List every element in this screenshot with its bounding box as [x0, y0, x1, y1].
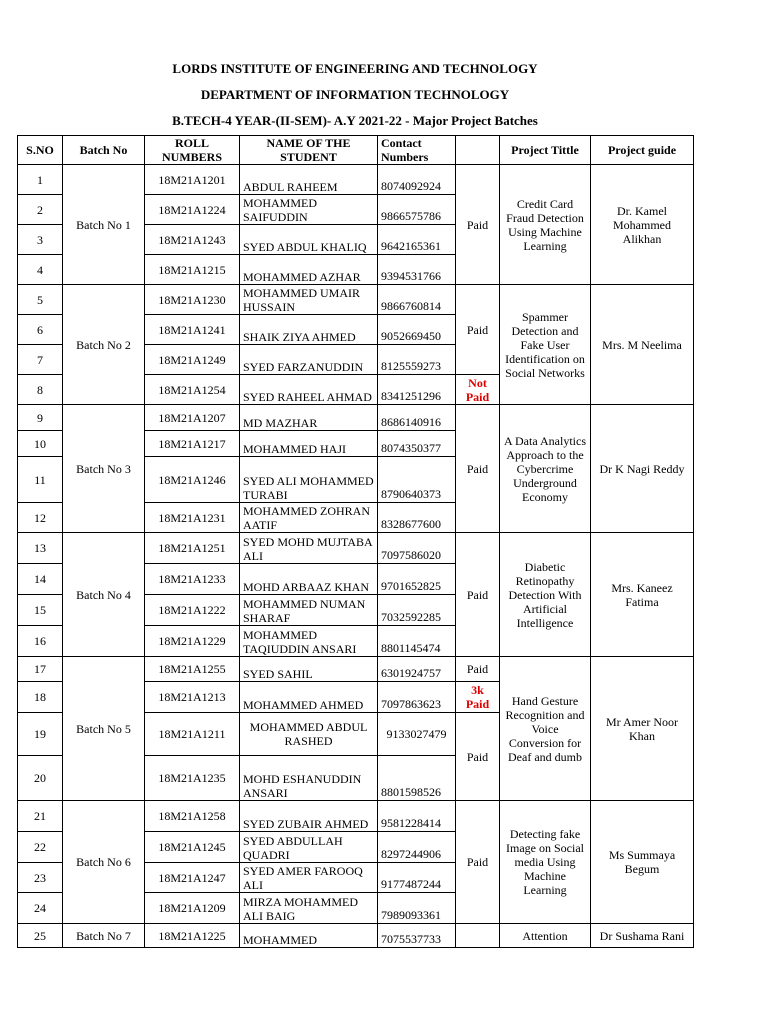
roll-cell: 18M21A1246 — [145, 457, 240, 503]
sno-cell: 6 — [18, 315, 63, 345]
project-title-cell: Attention — [500, 924, 591, 948]
contact-cell: 8686140916 — [378, 405, 456, 431]
contact-cell: 7097586020 — [378, 533, 456, 564]
sno-cell: 10 — [18, 431, 63, 457]
sno-cell: 14 — [18, 564, 63, 595]
project-title-cell: Detecting fake Image on Social media Using Machine Learning — [500, 801, 591, 924]
sno-cell: 15 — [18, 595, 63, 626]
roll-cell: 18M21A1235 — [145, 756, 240, 801]
project-title-cell: Diabetic Retinopathy Detection With Artificial Intelligence — [500, 533, 591, 657]
name-cell: MOHAMMED ZOHRAN AATIF — [240, 503, 378, 533]
contact-cell: 8341251296 — [378, 375, 456, 405]
roll-cell: 18M21A1222 — [145, 595, 240, 626]
project-guide-cell: Mrs. Kaneez Fatima — [591, 533, 694, 657]
roll-cell: 18M21A1217 — [145, 431, 240, 457]
roll-cell: 18M21A1201 — [145, 165, 240, 195]
contact-cell: 8801145474 — [378, 626, 456, 657]
name-cell: SYED SAHIL — [240, 657, 378, 682]
table-row — [18, 285, 694, 315]
name-cell: SYED ABDULLAH QUADRI — [240, 832, 378, 863]
fee-status: Paid — [456, 657, 500, 682]
sno-cell: 1 — [18, 165, 63, 195]
col-header-fee — [456, 136, 500, 165]
sno-cell: 2 — [18, 195, 63, 225]
sno-cell: 19 — [18, 713, 63, 756]
contact-cell: 8801598526 — [378, 756, 456, 801]
sno-cell: 17 — [18, 657, 63, 682]
roll-cell: 18M21A1251 — [145, 533, 240, 564]
col-header-batch: Batch No — [63, 136, 145, 165]
contact-cell: 9866575786 — [378, 195, 456, 225]
sno-cell: 22 — [18, 832, 63, 863]
name-cell: MOHAMMED AZHAR — [240, 255, 378, 285]
roll-cell: 18M21A1207 — [145, 405, 240, 431]
contact-cell: 6301924757 — [378, 657, 456, 682]
sno-cell: 8 — [18, 375, 63, 405]
batch-cell: Batch No 3 — [63, 405, 145, 533]
project-guide-cell: Dr K Nagi Reddy — [591, 405, 694, 533]
project-guide-cell: Ms Summaya Begum — [591, 801, 694, 924]
roll-cell: 18M21A1249 — [145, 345, 240, 375]
project-title-cell: A Data Analytics Approach to the Cybercrime Underground Economy — [500, 405, 591, 533]
roll-cell: 18M21A1241 — [145, 315, 240, 345]
fee-status: Paid — [456, 533, 500, 657]
sno-cell: 5 — [18, 285, 63, 315]
fee-status-empty — [456, 924, 500, 948]
roll-cell: 18M21A1231 — [145, 503, 240, 533]
name-cell: MOHAMMED AHMED — [240, 682, 378, 713]
roll-cell: 18M21A1233 — [145, 564, 240, 595]
fee-status: Paid — [456, 801, 500, 924]
col-header-title: Project Tittle — [500, 136, 591, 165]
contact-cell: 9701652825 — [378, 564, 456, 595]
contact-cell: 7032592285 — [378, 595, 456, 626]
name-cell: SYED AMER FAROOQ ALI — [240, 863, 378, 893]
roll-cell: 18M21A1225 — [145, 924, 240, 948]
name-cell: MOHAMMED — [240, 924, 378, 948]
table-row — [18, 924, 694, 948]
contact-cell: 7989093361 — [378, 893, 456, 924]
contact-cell: 7097863623 — [378, 682, 456, 713]
name-cell: MOHAMMED ABDUL RASHED — [240, 713, 378, 756]
roll-cell: 18M21A1258 — [145, 801, 240, 832]
name-cell: SYED ZUBAIR AHMED — [240, 801, 378, 832]
contact-cell: 9177487244 — [378, 863, 456, 893]
col-header-name: NAME OF THE STUDENT — [240, 136, 378, 165]
name-cell: MOHAMMED NUMAN SHARAF — [240, 595, 378, 626]
fee-status-not-paid: Not Paid — [456, 375, 500, 405]
roll-cell: 18M21A1230 — [145, 285, 240, 315]
contact-cell: 7075537733 — [378, 924, 456, 948]
table-row — [18, 801, 694, 832]
header-row — [18, 136, 694, 165]
roll-cell: 18M21A1247 — [145, 863, 240, 893]
contact-cell: 8074350377 — [378, 431, 456, 457]
institute-name: LORDS INSTITUTE OF ENGINEERING AND TECHNOLOGY — [172, 61, 538, 76]
batch-cell: Batch No 6 — [63, 801, 145, 924]
fee-status: Paid — [456, 713, 500, 801]
sno-cell: 4 — [18, 255, 63, 285]
project-title-cell: Credit Card Fraud Detection Using Machine Learning — [500, 165, 591, 285]
roll-cell: 18M21A1215 — [145, 255, 240, 285]
sno-cell: 18 — [18, 682, 63, 713]
sno-cell: 23 — [18, 863, 63, 893]
col-header-contact: Contact Numbers — [378, 136, 456, 165]
name-cell: MOHAMMED SAIFUDDIN — [240, 195, 378, 225]
project-guide-cell: Dr Sushama Rani — [591, 924, 694, 948]
batch-cell: Batch No 5 — [63, 657, 145, 801]
batch-cell: Batch No 7 — [63, 924, 145, 948]
col-header-guide: Project guide — [591, 136, 694, 165]
table-row — [18, 533, 694, 564]
sno-cell: 9 — [18, 405, 63, 431]
sno-cell: 20 — [18, 756, 63, 801]
roll-cell: 18M21A1213 — [145, 682, 240, 713]
roll-cell: 18M21A1209 — [145, 893, 240, 924]
roll-cell: 18M21A1255 — [145, 657, 240, 682]
project-guide-cell: Mr Amer Noor Khan — [591, 657, 694, 801]
contact-cell: 8790640373 — [378, 457, 456, 503]
batch-cell: Batch No 2 — [63, 285, 145, 405]
roll-cell: 18M21A1211 — [145, 713, 240, 756]
roll-cell: 18M21A1243 — [145, 225, 240, 255]
name-cell: MOHD ARBAAZ KHAN — [240, 564, 378, 595]
name-cell: MOHD ESHANUDDIN ANSARI — [240, 756, 378, 801]
name-cell: MD MAZHAR — [240, 405, 378, 431]
table-row — [18, 165, 694, 195]
name-cell: MIRZA MOHAMMED ALI BAIG — [240, 893, 378, 924]
project-title-cell: Hand Gesture Recognition and Voice Conversion for Deaf and dumb — [500, 657, 591, 801]
name-cell: SYED MOHD MUJTABA ALI — [240, 533, 378, 564]
name-cell: SYED RAHEEL AHMAD — [240, 375, 378, 405]
sno-cell: 12 — [18, 503, 63, 533]
contact-cell: 8125559273 — [378, 345, 456, 375]
name-cell: MOHAMMED TAQIUDDIN ANSARI — [240, 626, 378, 657]
sno-cell: 3 — [18, 225, 63, 255]
roll-cell: 18M21A1254 — [145, 375, 240, 405]
name-cell: MOHAMMED HAJI — [240, 431, 378, 457]
col-header-sno: S.NO — [18, 136, 63, 165]
fee-status: Paid — [456, 165, 500, 285]
contact-cell: 8328677600 — [378, 503, 456, 533]
table-row — [18, 657, 694, 682]
table-row — [18, 405, 694, 431]
fee-status: Paid — [456, 405, 500, 533]
roll-cell: 18M21A1245 — [145, 832, 240, 863]
contact-cell: 9394531766 — [378, 255, 456, 285]
fee-status: Paid — [456, 285, 500, 375]
sno-cell: 7 — [18, 345, 63, 375]
contact-cell: 8074092924 — [378, 165, 456, 195]
contact-cell: 9581228414 — [378, 801, 456, 832]
col-header-roll: ROLL NUMBERS — [145, 136, 240, 165]
department-name: DEPARTMENT OF INFORMATION TECHNOLOGY — [200, 87, 510, 102]
batch-cell: Batch No 4 — [63, 533, 145, 657]
name-cell: SYED FARZANUDDIN — [240, 345, 378, 375]
sno-cell: 24 — [18, 893, 63, 924]
name-cell: SHAIK ZIYA AHMED — [240, 315, 378, 345]
project-title-cell: Spammer Detection and Fake User Identification on Social Networks — [500, 285, 591, 405]
sno-cell: 11 — [18, 457, 63, 503]
batch-cell: Batch No 1 — [63, 165, 145, 285]
fee-status-partial: 3k Paid — [456, 682, 500, 713]
name-cell: ABDUL RAHEEM — [240, 165, 378, 195]
roll-cell: 18M21A1224 — [145, 195, 240, 225]
contact-cell: 8297244906 — [378, 832, 456, 863]
roll-cell: 18M21A1229 — [145, 626, 240, 657]
contact-cell: 9052669450 — [378, 315, 456, 345]
name-cell: SYED ALI MOHAMMED TURABI — [240, 457, 378, 503]
project-guide-cell: Dr. Kamel Mohammed Alikhan — [591, 165, 694, 285]
name-cell: MOHAMMED UMAIR HUSSAIN — [240, 285, 378, 315]
contact-cell: 9133027479 — [378, 713, 456, 756]
project-guide-cell: Mrs. M Neelima — [591, 285, 694, 405]
sno-cell: 21 — [18, 801, 63, 832]
sno-cell: 16 — [18, 626, 63, 657]
contact-cell: 9642165361 — [378, 225, 456, 255]
name-cell: SYED ABDUL KHALIQ — [240, 225, 378, 255]
document-subtitle: B.TECH-4 YEAR-(II-SEM)- A.Y 2021-22 - Major Project Batches — [172, 113, 538, 128]
sno-cell: 25 — [18, 924, 63, 948]
project-batches-table — [17, 135, 694, 948]
sno-cell: 13 — [18, 533, 63, 564]
contact-cell: 9866760814 — [378, 285, 456, 315]
